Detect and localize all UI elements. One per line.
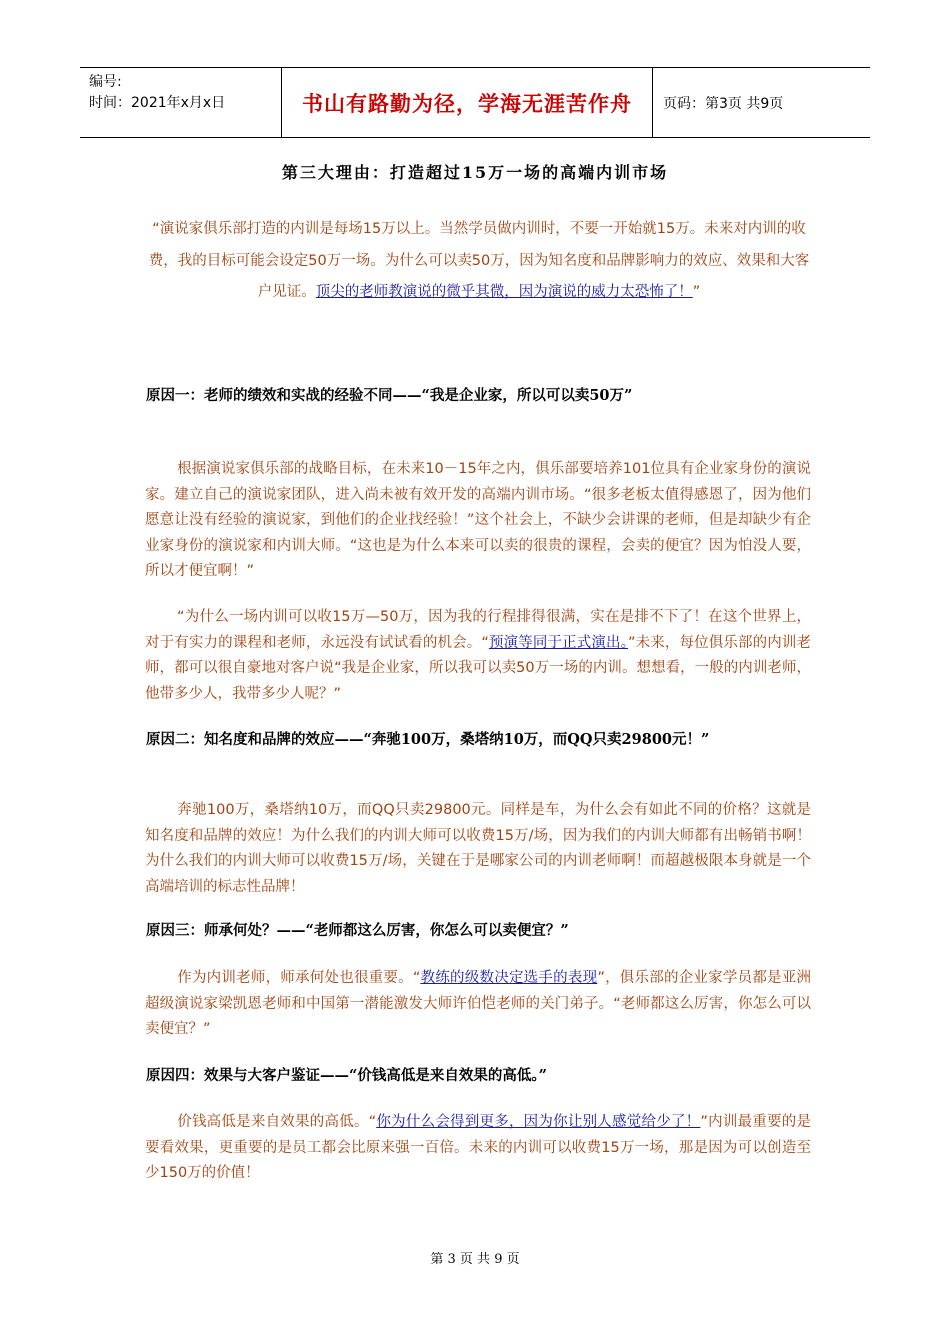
reason4-p1-text-a: 价钱高低是来自效果的高低。“ — [177, 1114, 377, 1130]
reason1-p2-link[interactable]: 预演等同于正式演出。 — [488, 634, 628, 651]
reason1-paragraph-2 — [145, 605, 811, 707]
page-code: 页码：第3页 共9页 — [663, 95, 784, 112]
reason3-paragraph — [145, 966, 811, 1043]
reason1-p2-text-a: “为什么一场内训可以收15万—50万，因为我的行程排得很满，实在是排不下了！在这个世界上，对于有实力的课程和老师，永远没有试试看的机会。“ — [145, 609, 811, 651]
reason4-p1-link[interactable]: 你为什么会得到更多，因为你让别人感觉给少了！ — [376, 1114, 701, 1130]
quote-text: “演说家俱乐部打造的内训是每场15万以上。当然学员做内训时，不要一开始就15万。未来对内训的收费，我的目标可能会设定50万一场。为什么可以卖50万，因为知名度和品牌影响力的效应、效果和大客户见证。 — [148, 221, 810, 300]
reason1-p1-text: 根据演说家俱乐部的战略目标，在未来10－15年之内，俱乐部要培养101位具有企业家身份的演说家。建立自己的演说家团队，进入尚未被有效开发的高端内训市场。“很多老板太值得感恩了，因为他们愿意让没有经验的演说家，到他们的企业找经验！”这个社会上，不缺少会讲课的老师，但是却缺少有企业家身份的演说家和内训大师。“这也是为什么本来可以卖的很贵的课程，会卖的便宜？因为怕没人要，所以才便宜啊！” — [145, 461, 811, 579]
header-table — [80, 67, 870, 138]
quote-link[interactable]: 顶尖的老师教演说的微乎其微，因为演说的威力太恐怖了！ — [315, 284, 693, 300]
number-label: 编号: — [89, 74, 122, 90]
reason4-heading: 原因四：效果与大客户鉴证——“价钱高低是来自效果的高低。” — [146, 1067, 547, 1084]
quote-close: ” — [692, 284, 701, 300]
header-left-cell — [80, 68, 281, 137]
reason2-paragraph — [145, 798, 811, 900]
page-footer: 第 3 页 共 9 页 — [430, 1252, 520, 1267]
reason1-p2-text-b: ”未来，每位俱乐部的内训老师，都可以很自豪地对客户说“我是企业家，所以我可以卖50万一场的内训。想想看，一般的内训老师，他带多少人，我带多少人呢？” — [145, 634, 812, 702]
reason3-heading: 原因三：师承何处？——“老师都这么厉害，你怎么可以卖便宜？” — [146, 922, 569, 939]
motto: 书山有路勤为径，学海无涯苦作舟 — [281, 68, 653, 137]
reason2-heading: 原因二：知名度和品牌的效应——“奔驰100万，桑塔纳10万，而QQ只卖29800元！” — [146, 731, 710, 748]
time-label: 时间：2021年x月x日 — [89, 95, 226, 111]
reason3-p1-link[interactable]: 教练的级数决定选手的表现 — [420, 970, 598, 986]
reason2-p1-text: 奔驰100万，桑塔纳10万，而QQ只卖29800元。同样是车，为什么会有如此不同的价格？这就是知名度和品牌的效应！为什么我们的内训大师可以收费15万/场，因为我们的内训大师都有出畅销书啊！为什么我们的内训大师可以收费15万/场，关键在于是哪家公司的内训老师啊！而超越极限本身就是一个高端培训的标志性品牌！ — [145, 802, 811, 895]
reason1-heading: 原因一：老师的绩效和实战的经验不同——“我是企业家，所以可以卖50万” — [146, 387, 633, 404]
page-title: 第三大理由：打造超过15万一场的高端内训市场 — [281, 163, 669, 182]
reason1-paragraph-1 — [145, 457, 811, 585]
reason3-p1-text-b: ”，俱乐部的企业家学员都是亚洲超级演说家梁凯恩老师和中国第一潜能激发大师许伯恺老师的关门弟子。“老师都这么厉害，你怎么可以卖便宜？” — [145, 970, 812, 1037]
reason4-p1-text-b: ”内训最重要的是要看效果，更重要的是员工都会比原来强一百倍。未来的内训可以收费15万一场，那是因为可以创造至少150万的价值！ — [145, 1114, 812, 1181]
intro-quote — [146, 214, 812, 309]
reason3-p1-text-a: 作为内训老师，师承何处也很重要。“ — [177, 970, 421, 986]
reason4-paragraph — [145, 1110, 811, 1187]
